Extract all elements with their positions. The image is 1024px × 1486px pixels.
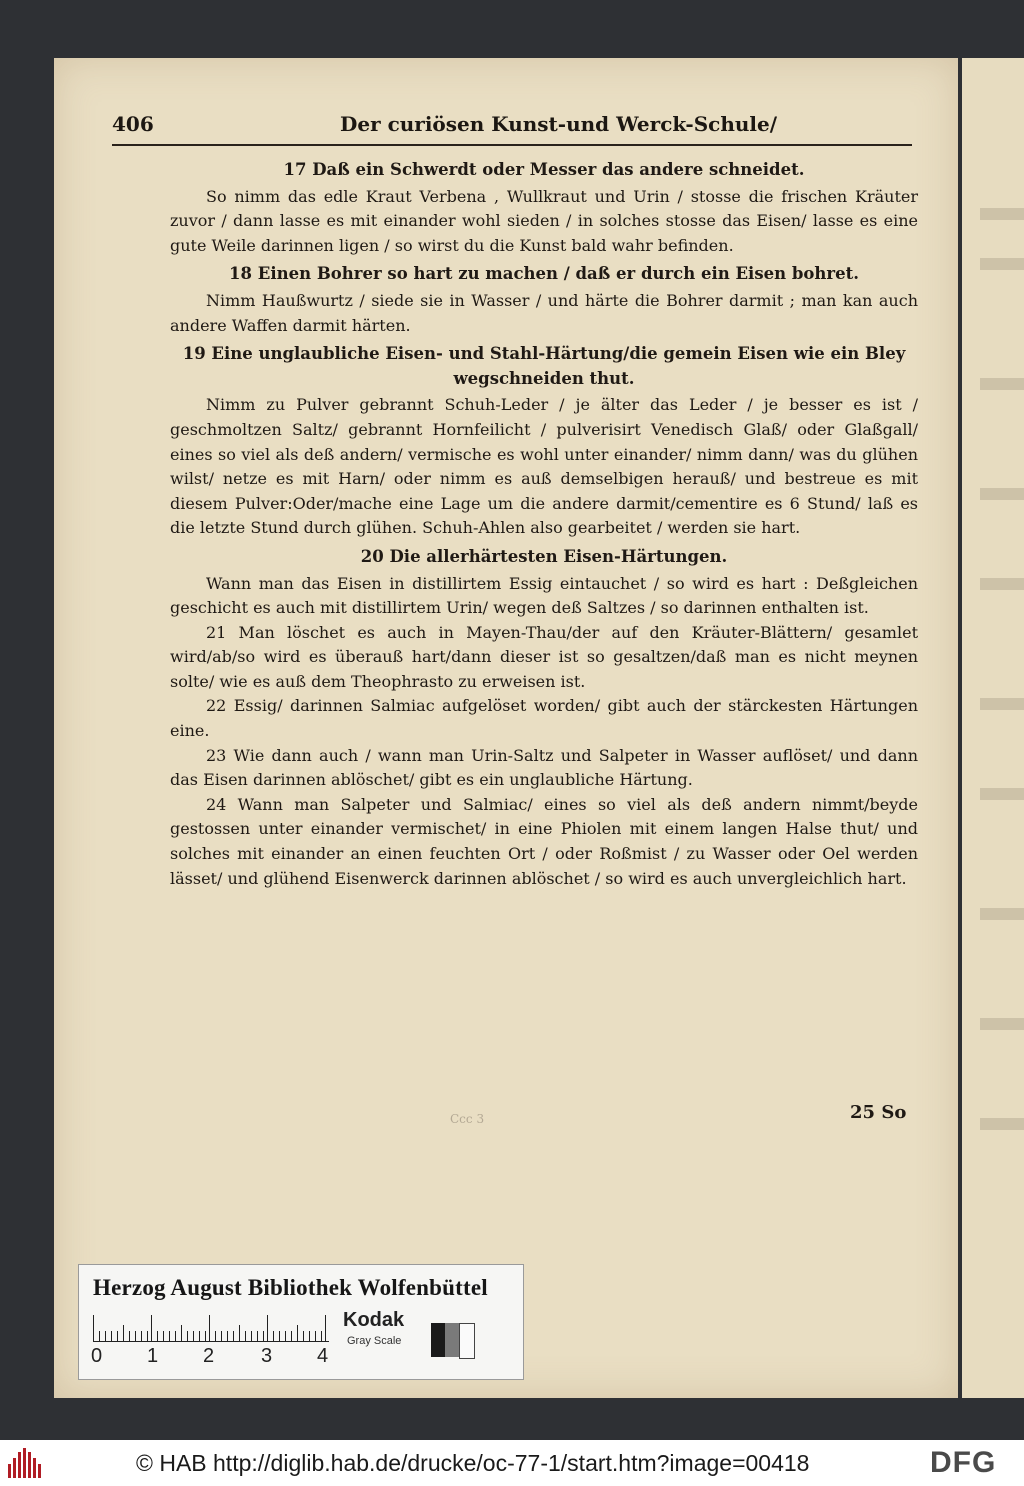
gray-scale-label: Gray Scale: [347, 1335, 402, 1347]
scale-label: 3: [261, 1345, 273, 1367]
numbered-paragraph: 21 Man löschet es auch in Mayen-Thau/der auf den Kräuter-Blättern/ gesamlet wird/ab/so wird es überauß hart/dann dieser ist so gesaltzen/daß man es nicht meynen solte/ wie es auß dem Theophrasto zu erweisen ist.: [170, 622, 918, 691]
scale-label: 0: [91, 1345, 103, 1367]
header-rule: [112, 144, 912, 146]
adjacent-page-edge: [962, 58, 1024, 1398]
section-body: So nimm das edle Kraut Verbena , Wullkraut und Urin / stosse die frischen Kräuter zuvor / dann lasse es mit einander wohl sieden / in solches stosse das Eisen/ lasse es eine gute Weile darinnen ligen / so wirst du die Kunst bald wahr befinden.: [170, 186, 918, 255]
page-number: 406: [112, 112, 154, 136]
kodak-brand: Kodak: [343, 1309, 405, 1331]
scale-label: 2: [203, 1345, 215, 1367]
signature-mark: Ccc 3: [450, 1112, 485, 1126]
section-body: Nimm Haußwurtz / siede sie in Wasser / und härte die Bohrer darmit ; man kan auch andere Waffen darmit härten.: [170, 290, 918, 335]
institution-name: Herzog August Bibliothek Wolfenbüttel: [93, 1275, 488, 1300]
dfg-logo: DFG: [930, 1446, 997, 1479]
footer-bar: [0, 1440, 1024, 1486]
scale-ruler: [93, 1313, 329, 1342]
page-header: [112, 112, 912, 144]
numbered-paragraph: 22 Essig/ darinnen Salmiac aufgelöset worden/ gibt auch der stärckesten Härtungen eine.: [170, 696, 918, 741]
running-title: Der curiösen Kunst-und Werck-Schule/: [340, 112, 778, 136]
copyright-credit[interactable]: © HAB http://diglib.hab.de/drucke/oc-77-1/start.htm?image=00418: [136, 1450, 810, 1476]
hab-logo-icon: [8, 1448, 42, 1478]
color-calibration-card: [78, 1264, 524, 1380]
catchword: 25 So: [850, 1102, 907, 1123]
gray-swatch-white: [459, 1323, 475, 1359]
section-heading: 17 Daß ein Schwerdt oder Messer das andere schneidet.: [283, 160, 805, 179]
numbered-paragraph: 24 Wann man Salpeter und Salmiac/ eines so viel als deß andern nimmt/beyde gestossen unter einander vermischet/ in eine Phiolen mit einem langen Halse thut/ und solches mit einander an einen feuchten Ort / oder Roßmist / zu Wasser oder Oel werden lässet/ und glühend Eisenwerck darinnen ablöschet / so wird es auch unvergleichlich hart.: [170, 794, 918, 888]
section-heading: 18 Einen Bohrer so hart zu machen / daß er durch ein Eisen bohret.: [229, 264, 859, 284]
section-body: Wann man das Eisen in distillirtem Essig eintauchet / so wird es hart : Deßgleichen geschicht es auch mit distillirtem Urin/ wegen deß Saltzes / so darinnen enthalten ist.: [170, 573, 918, 618]
section-heading: 19 Eine unglaubliche Eisen- und Stahl-Härtung/die gemein Eisen wie ein Bley wegschneiden thut.: [182, 344, 906, 388]
scale-label: 1: [147, 1345, 159, 1367]
section-body: Nimm zu Pulver gebrannt Schuh-Leder / je älter das Leder / je besser es ist / geschmoltzen Saltz/ gebrannt Hornfeilicht / pulverisirt Venedisch Glaß/ oder Glaßgall/ eines so viel als deß andern/ vermische es wohl unter einander/ nimm dann/ was du glühen wilst/ netze es mit Harn/ oder nimm es auß demselbigen herauß/ und bestreue es mit diesem Pulver:Oder/mache eine Lage um die andere darmit/cementire es 6 Stund/ laß es die letzte Stund durch glühen. Schuh-Ahlen also gearbeitet / werden sie hart.: [170, 395, 918, 538]
gray-swatch-black: [431, 1323, 445, 1357]
numbered-paragraph: 23 Wie dann auch / wann man Urin-Saltz und Salpeter in Wasser auflöset/ und dann das Eisen darinnen ablöschet/ gibt es ein unglaubliche Härtung.: [170, 745, 918, 790]
section-heading: 20 Die allerhärtesten Eisen-Härtungen.: [360, 546, 728, 566]
gray-swatch-mid: [445, 1323, 459, 1357]
scale-numbers: [91, 1345, 341, 1369]
scale-label: 4: [317, 1345, 329, 1367]
page-text: [170, 150, 918, 891]
